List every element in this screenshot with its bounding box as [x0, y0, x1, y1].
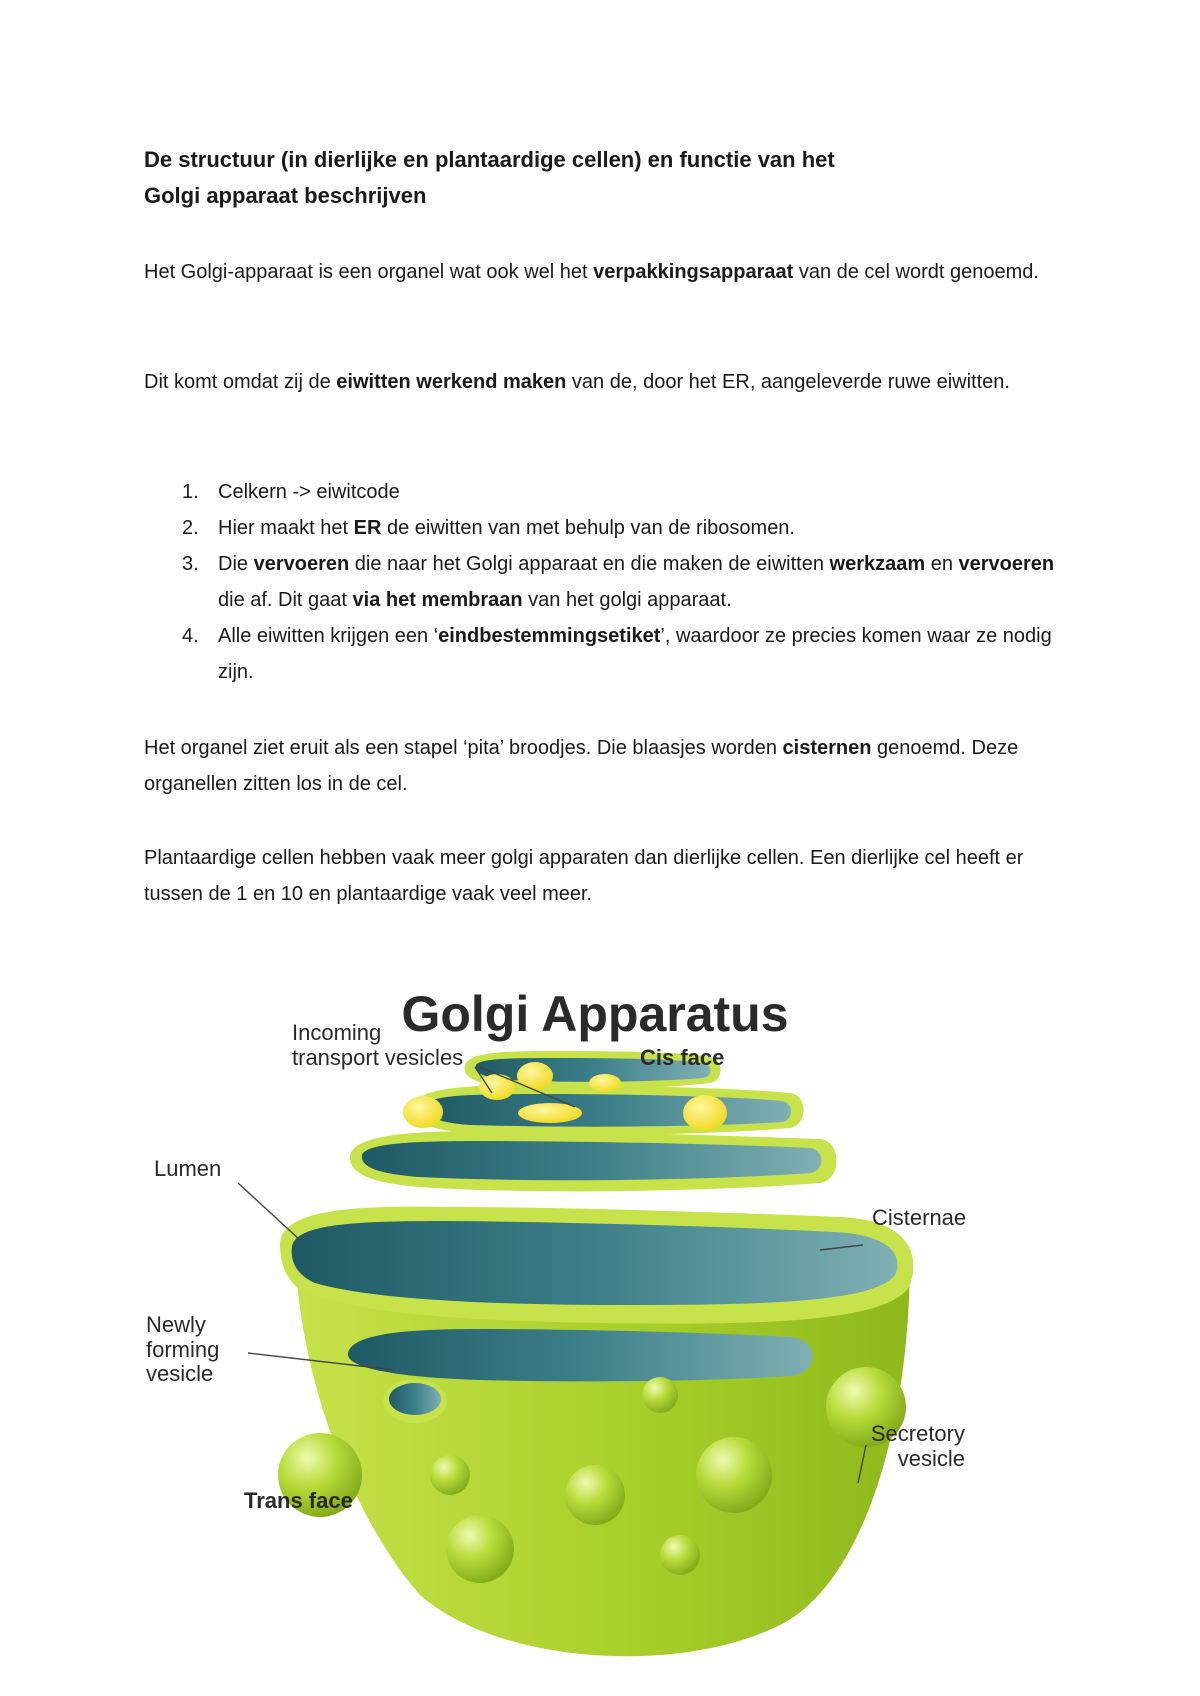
list-item [144, 618, 1074, 690]
paragraph-function [144, 364, 1074, 400]
text-run: Plantaardige cellen hebben vaak meer golgi apparaten dan dierlijke cellen. Een dierlijke cel heeft er tussen de 1 en 10 en plantaardige vaak veel meer. [144, 847, 1024, 905]
text-run: ’, waardoor ze precies komen waar ze nodig zijn. [218, 625, 1052, 683]
diagram-title: Golgi Apparatus [401, 986, 789, 1042]
bold-term: ER [353, 517, 382, 539]
bold-term: werkzaam [829, 553, 926, 575]
bold-term: verpakkingsapparaat [593, 261, 794, 283]
text-run: Celkern -> eiwitcode [218, 481, 400, 503]
transport-vesicle [683, 1095, 727, 1131]
list-number: 3. [182, 553, 199, 575]
title-line-1: De structuur (in dierlijke en plantaardige cellen) en functie van het [144, 147, 835, 172]
golgi-illustration [120, 955, 1080, 1696]
forming-vesicle-lumen [389, 1383, 441, 1415]
text-run: en [925, 553, 959, 575]
page-title [144, 142, 1074, 214]
text-run: de eiwitten van met behulp van de ribosomen. [381, 517, 795, 539]
numbered-list [144, 474, 1074, 690]
list-item [144, 510, 1074, 546]
text-run: Die [218, 553, 254, 575]
bold-term: vervoeren [958, 553, 1055, 575]
paragraph-intro [144, 254, 1074, 290]
secretory-vesicle [660, 1535, 700, 1575]
bold-term: via het membraan [352, 589, 523, 611]
list-number: 2. [182, 517, 199, 539]
text-run: van het golgi apparaat. [522, 589, 732, 611]
transport-vesicle [589, 1074, 621, 1092]
label-incoming-1: Incoming [292, 1020, 382, 1045]
label-cis-face: Cis face [640, 1045, 725, 1070]
list-number: 1. [182, 481, 199, 503]
lumen [292, 1221, 898, 1305]
paragraph-plant-vs-animal [144, 840, 1074, 912]
transport-vesicle [479, 1074, 515, 1100]
list-item [144, 474, 1074, 510]
bold-term: eiwitten werkend maken [336, 371, 567, 393]
list-number: 4. [182, 625, 199, 647]
label-newly-2: forming [146, 1337, 220, 1362]
label-secretory-2: vesicle [897, 1446, 965, 1471]
bold-term: vervoeren [253, 553, 350, 575]
text-run: Het Golgi-apparaat is een organel wat ook wel het [144, 261, 594, 283]
text-run: genoemd. Deze organellen zitten los in de cel. [144, 737, 1019, 795]
label-trans-face: Trans face [244, 1488, 353, 1513]
label-secretory-1: Secretory [870, 1421, 965, 1446]
secretory-vesicle [642, 1377, 678, 1413]
transport-vesicle [517, 1062, 553, 1090]
golgi-diagram [120, 955, 1080, 1696]
label-newly-3: vesicle [146, 1361, 214, 1386]
text-run: van de, door het ER, aangeleverde ruwe eiwitten. [566, 371, 1010, 393]
secretory-vesicle [446, 1515, 514, 1583]
text-run: Alle eiwitten krijgen een ‘ [218, 625, 439, 647]
label-cisternae: Cisternae [872, 1205, 967, 1230]
text-run: Dit komt omdat zij de [144, 371, 337, 393]
paragraph-appearance [144, 730, 1074, 802]
secretory-vesicle [565, 1465, 625, 1525]
secretory-vesicle [696, 1437, 772, 1513]
text-run: van de cel wordt genoemd. [793, 261, 1039, 283]
bold-term: eindbestemmingsetiket [438, 625, 661, 647]
text-run: Hier maakt het [218, 517, 354, 539]
lumen [426, 1094, 791, 1127]
bold-term: cisternen [782, 737, 872, 759]
label-lumen: Lumen [154, 1156, 222, 1181]
label-newly-1: Newly [146, 1312, 206, 1337]
list-item [144, 546, 1074, 618]
transport-vesicle [403, 1096, 443, 1128]
title-line-2: Golgi apparaat beschrijven [144, 183, 427, 208]
text-run: die naar het Golgi apparaat en die maken de eiwitten [349, 553, 830, 575]
text-run: die af. Dit gaat [218, 589, 353, 611]
lumen [348, 1329, 813, 1381]
text-run: Het organel ziet eruit als een stapel ‘pita’ broodjes. Die blaasjes worden [144, 737, 783, 759]
lumen [362, 1141, 821, 1180]
label-incoming-2: transport vesicles [292, 1045, 464, 1070]
secretory-vesicle [430, 1455, 470, 1495]
